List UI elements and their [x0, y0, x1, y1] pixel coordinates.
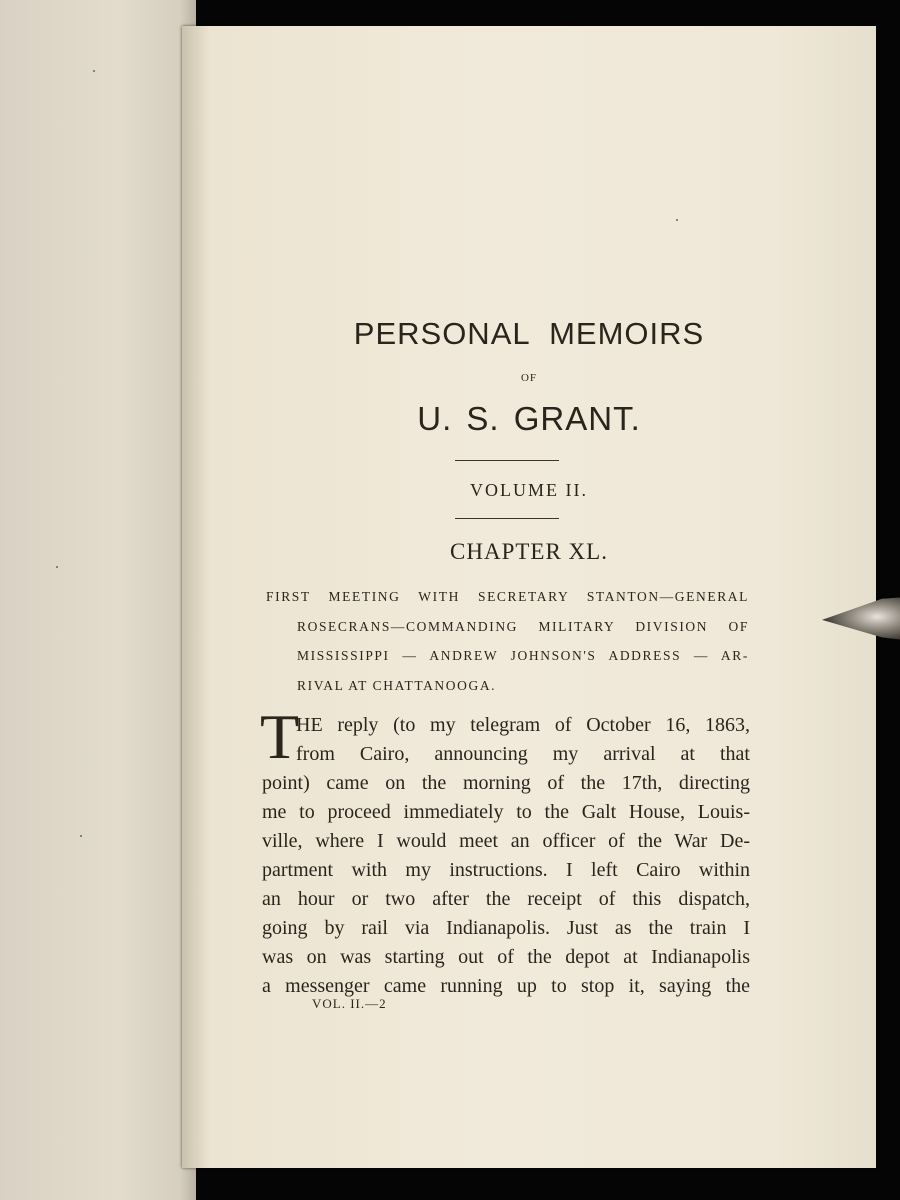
- paper-speck: [56, 566, 58, 568]
- drop-cap: T: [260, 701, 300, 772]
- title-of-word: OF: [520, 372, 538, 384]
- book-title: PERSONAL MEMOIRS: [353, 316, 705, 351]
- volume-number: VOLUME II.: [470, 480, 588, 500]
- paper-speck: [80, 835, 82, 837]
- body-line: from Cairo, announcing my arrival at that: [296, 743, 750, 765]
- title-rule-upper: [455, 460, 559, 461]
- summary-line: RIVAL AT CHATTANOOGA.: [297, 678, 497, 693]
- body-line: a messenger came running up to stop it, saying the: [262, 975, 750, 997]
- body-line: point) came on the morning of the 17th, directing: [262, 772, 750, 794]
- left-page: [0, 0, 196, 1200]
- page-content: [182, 26, 876, 1168]
- summary-line: MISSISSIPPI — ANDREW JOHNSON'S ADDRESS — AR-: [297, 648, 749, 663]
- body-line: partment with my instructions. I left Cairo within: [262, 859, 750, 881]
- paper-speck: [93, 70, 95, 72]
- body-line: ville, where I would meet an officer of the War De-: [262, 830, 750, 852]
- body-line: was on was starting out of the depot at Indianapolis: [262, 946, 750, 968]
- right-page: [182, 26, 876, 1168]
- body-line: an hour or two after the receipt of this dispatch,: [262, 888, 750, 910]
- title-rule-lower: [455, 518, 559, 519]
- signature-mark: VOL. II.—2: [312, 996, 387, 1011]
- chapter-heading: CHAPTER XL.: [450, 539, 608, 564]
- book-author: U. S. GRANT.: [417, 400, 641, 437]
- body-line: HE reply (to my telegram of October 16, 1863,: [296, 714, 750, 736]
- summary-line: FIRST MEETING WITH SECRETARY STANTON—GENERAL: [266, 589, 749, 604]
- summary-line: ROSECRANS—COMMANDING MILITARY DIVISION OF: [297, 619, 749, 634]
- body-line: me to proceed immediately to the Galt House, Louis-: [262, 801, 750, 823]
- paper-speck: [676, 219, 678, 221]
- body-line: going by rail via Indianapolis. Just as the train I: [262, 917, 750, 939]
